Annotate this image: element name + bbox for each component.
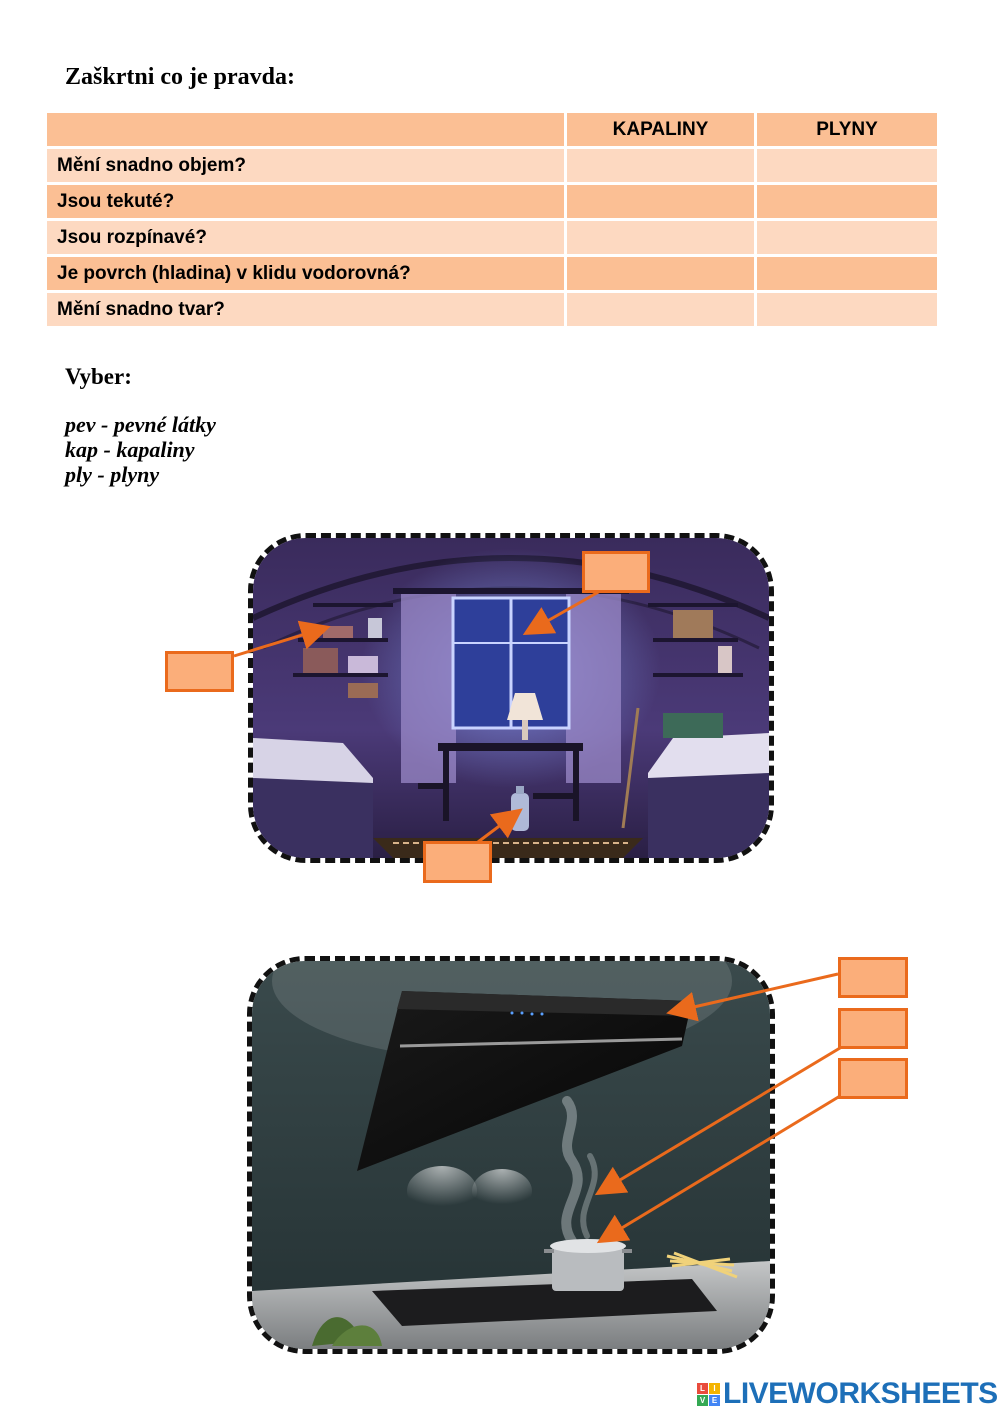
answer-cell-liquids[interactable] <box>567 149 757 185</box>
header-question-cell <box>47 113 567 149</box>
table-row <box>47 293 937 329</box>
legend-item-liquids: kap - kapaliny <box>65 437 195 462</box>
question-cell: Jsou tekuté? <box>47 185 567 221</box>
answer-cell-gases[interactable] <box>757 257 937 293</box>
bedroom-scene-image <box>248 533 774 863</box>
liveworksheets-logo <box>697 1376 998 1412</box>
answer-cell-gases[interactable] <box>757 149 937 185</box>
table-row <box>47 221 937 257</box>
question-cell: Mění snadno tvar? <box>47 293 567 329</box>
answer-box-water[interactable] <box>838 1058 908 1099</box>
question-cell: Mění snadno objem? <box>47 149 567 185</box>
liveworksheets-logo-icon: L I V E <box>697 1383 720 1406</box>
answer-box-hood[interactable] <box>838 957 908 998</box>
kitchen-illustration <box>252 961 770 1349</box>
answer-cell-gases[interactable] <box>757 221 937 257</box>
task-title-select: Vyber: <box>65 364 132 389</box>
answer-cell-liquids[interactable] <box>567 185 757 221</box>
table-header-row <box>47 113 937 149</box>
answer-box-bottle[interactable] <box>423 841 492 883</box>
abbreviation-legend <box>65 412 216 487</box>
answer-cell-liquids[interactable] <box>567 257 757 293</box>
table-row <box>47 185 937 221</box>
answer-box-steam[interactable] <box>838 1008 908 1049</box>
header-liquids: KAPALINY <box>567 113 757 149</box>
bedroom-illustration <box>253 538 769 858</box>
brand-name: LIVEWORKSHEETS <box>723 1377 998 1410</box>
kitchen-scene-image <box>247 956 775 1354</box>
legend-item-gases: ply - plyny <box>65 462 160 487</box>
legend-item-solids: pev - pevné látky <box>65 412 216 437</box>
question-cell: Je povrch (hladina) v klidu vodorovná? <box>47 257 567 293</box>
table-row <box>47 149 937 185</box>
answer-cell-gases[interactable] <box>757 293 937 329</box>
answer-box-window[interactable] <box>582 551 650 593</box>
true-false-table <box>47 113 937 329</box>
question-cell: Jsou rozpínavé? <box>47 221 567 257</box>
answer-cell-liquids[interactable] <box>567 221 757 257</box>
answer-cell-liquids[interactable] <box>567 293 757 329</box>
answer-cell-gases[interactable] <box>757 185 937 221</box>
table-row <box>47 257 937 293</box>
answer-box-shelf[interactable] <box>165 651 234 692</box>
header-gases: PLYNY <box>757 113 937 149</box>
task-title-check: Zaškrtni co je pravda: <box>65 64 295 90</box>
